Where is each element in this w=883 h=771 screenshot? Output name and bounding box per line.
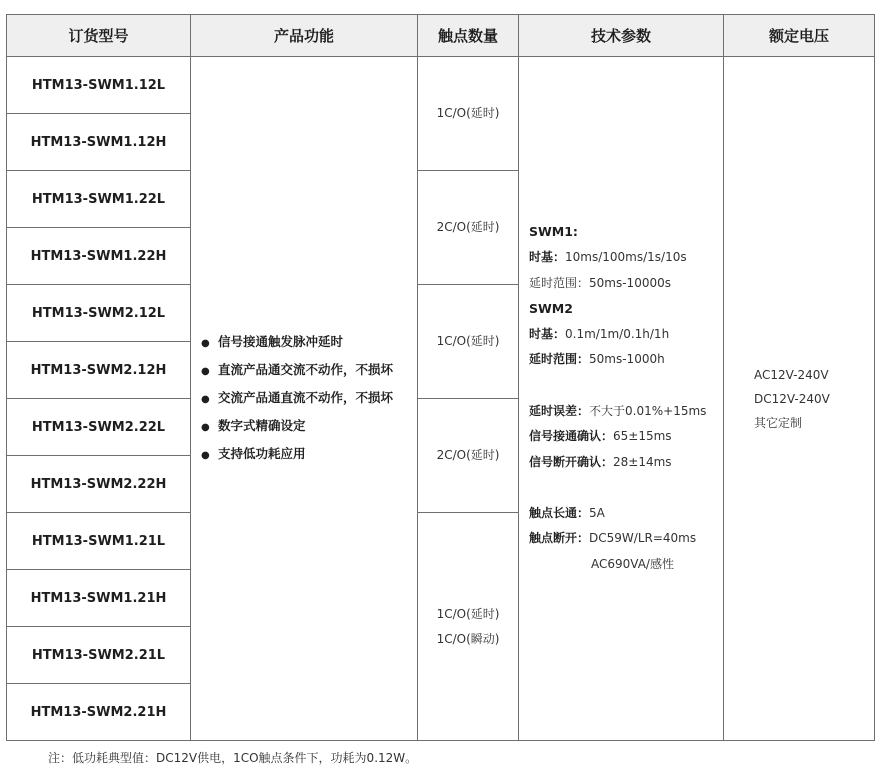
model-cell: HTM13-SWM1.12L bbox=[7, 57, 191, 114]
model-cell: HTM13-SWM2.21L bbox=[7, 627, 191, 684]
header-order-model: 订货型号 bbox=[7, 15, 191, 57]
param-line: 触点长通：5A bbox=[529, 505, 605, 520]
contact-line: 1C/O(瞬动) bbox=[436, 631, 500, 646]
bullet-icon: ● bbox=[201, 393, 210, 405]
model-cell: HTM13-SWM1.21H bbox=[7, 570, 191, 627]
model-cell: HTM13-SWM2.21H bbox=[7, 684, 191, 741]
param-line: 信号接通确认：65±15ms bbox=[529, 429, 672, 444]
bullet-icon: ● bbox=[201, 337, 210, 349]
swm2-title: SWM2 bbox=[529, 301, 573, 317]
bullet-icon: ● bbox=[201, 421, 210, 433]
contact-line: 1C/O(延时) bbox=[436, 606, 500, 621]
param-line: 信号断开确认：28±14ms bbox=[529, 454, 672, 469]
model-cell: HTM13-SWM2.12H bbox=[7, 342, 191, 399]
contact-cell bbox=[418, 513, 519, 741]
model-cell: HTM13-SWM2.22H bbox=[7, 456, 191, 513]
model-cell: HTM13-SWM2.12L bbox=[7, 285, 191, 342]
feature-item: ● 信号接通触发脉冲延时 bbox=[201, 329, 417, 357]
voltage-line: 其它定制 bbox=[754, 415, 803, 430]
contact-cell: 1C/O(延时) bbox=[418, 57, 519, 171]
param-line: 延时范围：50ms-1000h bbox=[529, 352, 665, 367]
bullet-icon: ● bbox=[201, 449, 210, 461]
param-line: 时基：10ms/100ms/1s/10s bbox=[529, 249, 687, 264]
model-cell: HTM13-SWM1.22H bbox=[7, 228, 191, 285]
param-line: AC690VA/感性 bbox=[591, 557, 674, 572]
feature-item: ● 数字式精确设定 bbox=[201, 413, 417, 441]
feature-item: ● 交流产品通直流不动作，不损坏 bbox=[201, 385, 417, 413]
contact-cell: 2C/O(延时) bbox=[418, 171, 519, 285]
header-contacts: 触点数量 bbox=[418, 15, 519, 57]
spec-table bbox=[6, 14, 875, 741]
model-cell: HTM13-SWM1.21L bbox=[7, 513, 191, 570]
footnote: 注：低功耗典型值：DC12V供电，1CO触点条件下，功耗为0.12W。 bbox=[48, 751, 418, 765]
param-line: 触点断开：DC59W/LR=40ms bbox=[529, 531, 697, 546]
function-cell bbox=[191, 57, 418, 741]
model-cell: HTM13-SWM1.22L bbox=[7, 171, 191, 228]
feature-list bbox=[201, 329, 417, 469]
model-cell: HTM13-SWM1.12H bbox=[7, 114, 191, 171]
bullet-icon: ● bbox=[201, 365, 210, 377]
table-row bbox=[7, 57, 875, 114]
header-row bbox=[7, 15, 875, 57]
model-cell: HTM13-SWM2.22L bbox=[7, 399, 191, 456]
header-function: 产品功能 bbox=[191, 15, 418, 57]
param-line: 时基：0.1m/1m/0.1h/1h bbox=[529, 326, 670, 341]
header-rated-voltage: 额定电压 bbox=[724, 15, 875, 57]
voltage-cell bbox=[724, 57, 875, 741]
swm1-title: SWM1: bbox=[529, 224, 578, 240]
voltage-line: AC12V-240V bbox=[754, 367, 829, 382]
contact-cell: 1C/O(延时) bbox=[418, 285, 519, 399]
param-line: 延时误差：不大于0.01%+15ms bbox=[529, 403, 707, 418]
feature-item: ● 直流产品通交流不动作，不损坏 bbox=[201, 357, 417, 385]
contact-cell: 2C/O(延时) bbox=[418, 399, 519, 513]
header-tech-params: 技术参数 bbox=[519, 15, 724, 57]
params-cell bbox=[519, 57, 724, 741]
feature-item: ● 支持低功耗应用 bbox=[201, 441, 417, 469]
param-line: 延时范围：50ms-10000s bbox=[529, 275, 671, 290]
voltage-line: DC12V-240V bbox=[754, 391, 830, 406]
